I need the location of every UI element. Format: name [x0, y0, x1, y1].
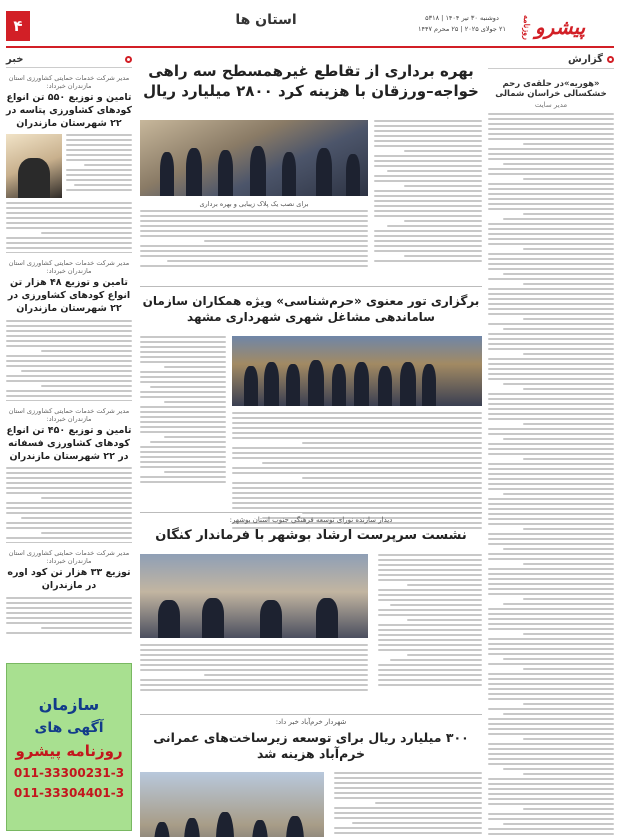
story2-text-left — [140, 336, 226, 483]
ad-line2: آگهی های — [34, 719, 104, 736]
issue-date-persian: دوشنبه ۳۰ تیر ۱۴۰۴ | ۵۳۱۸ — [425, 14, 499, 22]
brief-title: تامین و توزیع ۴۸ هزار تن انواع کودهای کشاورزی در ۲۲ شهرستان مازندران — [7, 277, 131, 315]
report-subhead: «هوریه»در حلقه‌ی رحم خشکسالی خراسان شمالی — [495, 79, 607, 99]
masthead-label: روزنامه — [522, 14, 532, 40]
brief-source: مدیر شرکت خدمات حمایتی کشاورزی استان مازندران خبرداد: — [8, 259, 130, 276]
news-tag — [6, 54, 132, 68]
story4-photo — [140, 772, 324, 837]
story4-lede: شهردار خرم‌آباد خبر داد: — [275, 718, 347, 726]
brief-title: تامین و توزیع ۵۵۰ تن انواع کودهای کشاورزی پتاسه در ۲۲ شهرستان مازندران — [6, 92, 132, 129]
brief-title: تامین و توزیع ۴۵۰ تن انواع کودهای کشاورزی فسفاته در ۲۲ شهرستان مازندران — [6, 424, 132, 462]
story2-photo — [232, 336, 482, 406]
brief-portrait-photo — [6, 134, 62, 198]
brief-item — [6, 74, 132, 249]
ad-line1: سازمان — [38, 694, 100, 714]
brief-source: مدیر شرکت خدمات حمایتی کشاورزی استان مازندران خبرداد: — [8, 406, 130, 423]
story4-text-right — [334, 772, 482, 837]
section-title: استان ها — [235, 12, 297, 28]
story1-caption: برای نصب یک پلاک زیبایی و بهره برداری — [199, 200, 309, 208]
advertising-box — [6, 663, 132, 831]
issue-info — [406, 13, 518, 35]
story3-text-bottom — [140, 644, 368, 691]
ad-phone1: 011-33300231-3 — [13, 765, 125, 780]
section-marker-icon — [607, 56, 614, 63]
report-column — [488, 54, 614, 833]
brief-item — [6, 259, 132, 396]
ad-phone2: 011-33304401-3 — [13, 785, 125, 800]
brief-source: مدیر شرکت خدمات حمایتی کشاورزی استان مازندران خبرداد: — [8, 549, 130, 566]
story3-text-right — [378, 554, 482, 686]
masthead-name: پیشرو — [535, 15, 586, 39]
story4-headline: ۳۰۰ میلیارد ریال برای توسعه زیرساخت‌های عمرانی خرم‌آباد هزینه شد — [153, 730, 469, 762]
story2-headline: برگزاری تور معنوی «حرم‌شناسی» ویژه همکاران سازمان ساماندهی مشاغل شهری شهرداری مشهد — [142, 294, 480, 324]
story1-photo — [140, 120, 368, 196]
brief-item — [6, 407, 132, 539]
report-tag — [488, 54, 614, 69]
issue-date-gregorian: ۲۱ جولای ۲۰۲۵ | ۲۵ محرم ۱۴۴۷ — [418, 25, 506, 33]
story1-headline: بهره برداری از تقاطع غیرهمسطح سه راهی خواجه–ورزقان با هزینه کرد ۲۸۰۰ میلیارد ریال — [143, 62, 479, 100]
story3-photo — [140, 554, 368, 638]
page-header — [6, 8, 614, 48]
story3-lede: دیدار سازنده نورای توسعه فرهنگی جنوب استان بوشهر: — [229, 516, 393, 524]
main-stories — [140, 54, 482, 833]
report-author: مدیر سایت — [534, 101, 568, 109]
ad-line3: روزنامه پیشرو — [15, 741, 123, 760]
section-marker-icon — [125, 56, 132, 63]
news-tag-label: خبر — [6, 54, 24, 65]
page-number: ۴ — [6, 11, 30, 41]
brief-item — [6, 549, 132, 634]
story3-headline: نشست سرپرست ارشاد بوشهر با فرماندار کنگان — [155, 528, 467, 543]
report-tag-label: گزارش — [567, 54, 603, 65]
masthead-logo — [522, 8, 614, 46]
brief-title: توزیع ۳۳ هزار تن کود اوره در مازندران — [7, 567, 131, 592]
story1-text-right — [374, 120, 482, 262]
brief-source: مدیر شرکت خدمات حمایتی کشاورزی استان مازندران خبرداد: — [8, 74, 130, 90]
story1-text-bottom — [140, 210, 368, 267]
report-body-text — [488, 113, 614, 837]
